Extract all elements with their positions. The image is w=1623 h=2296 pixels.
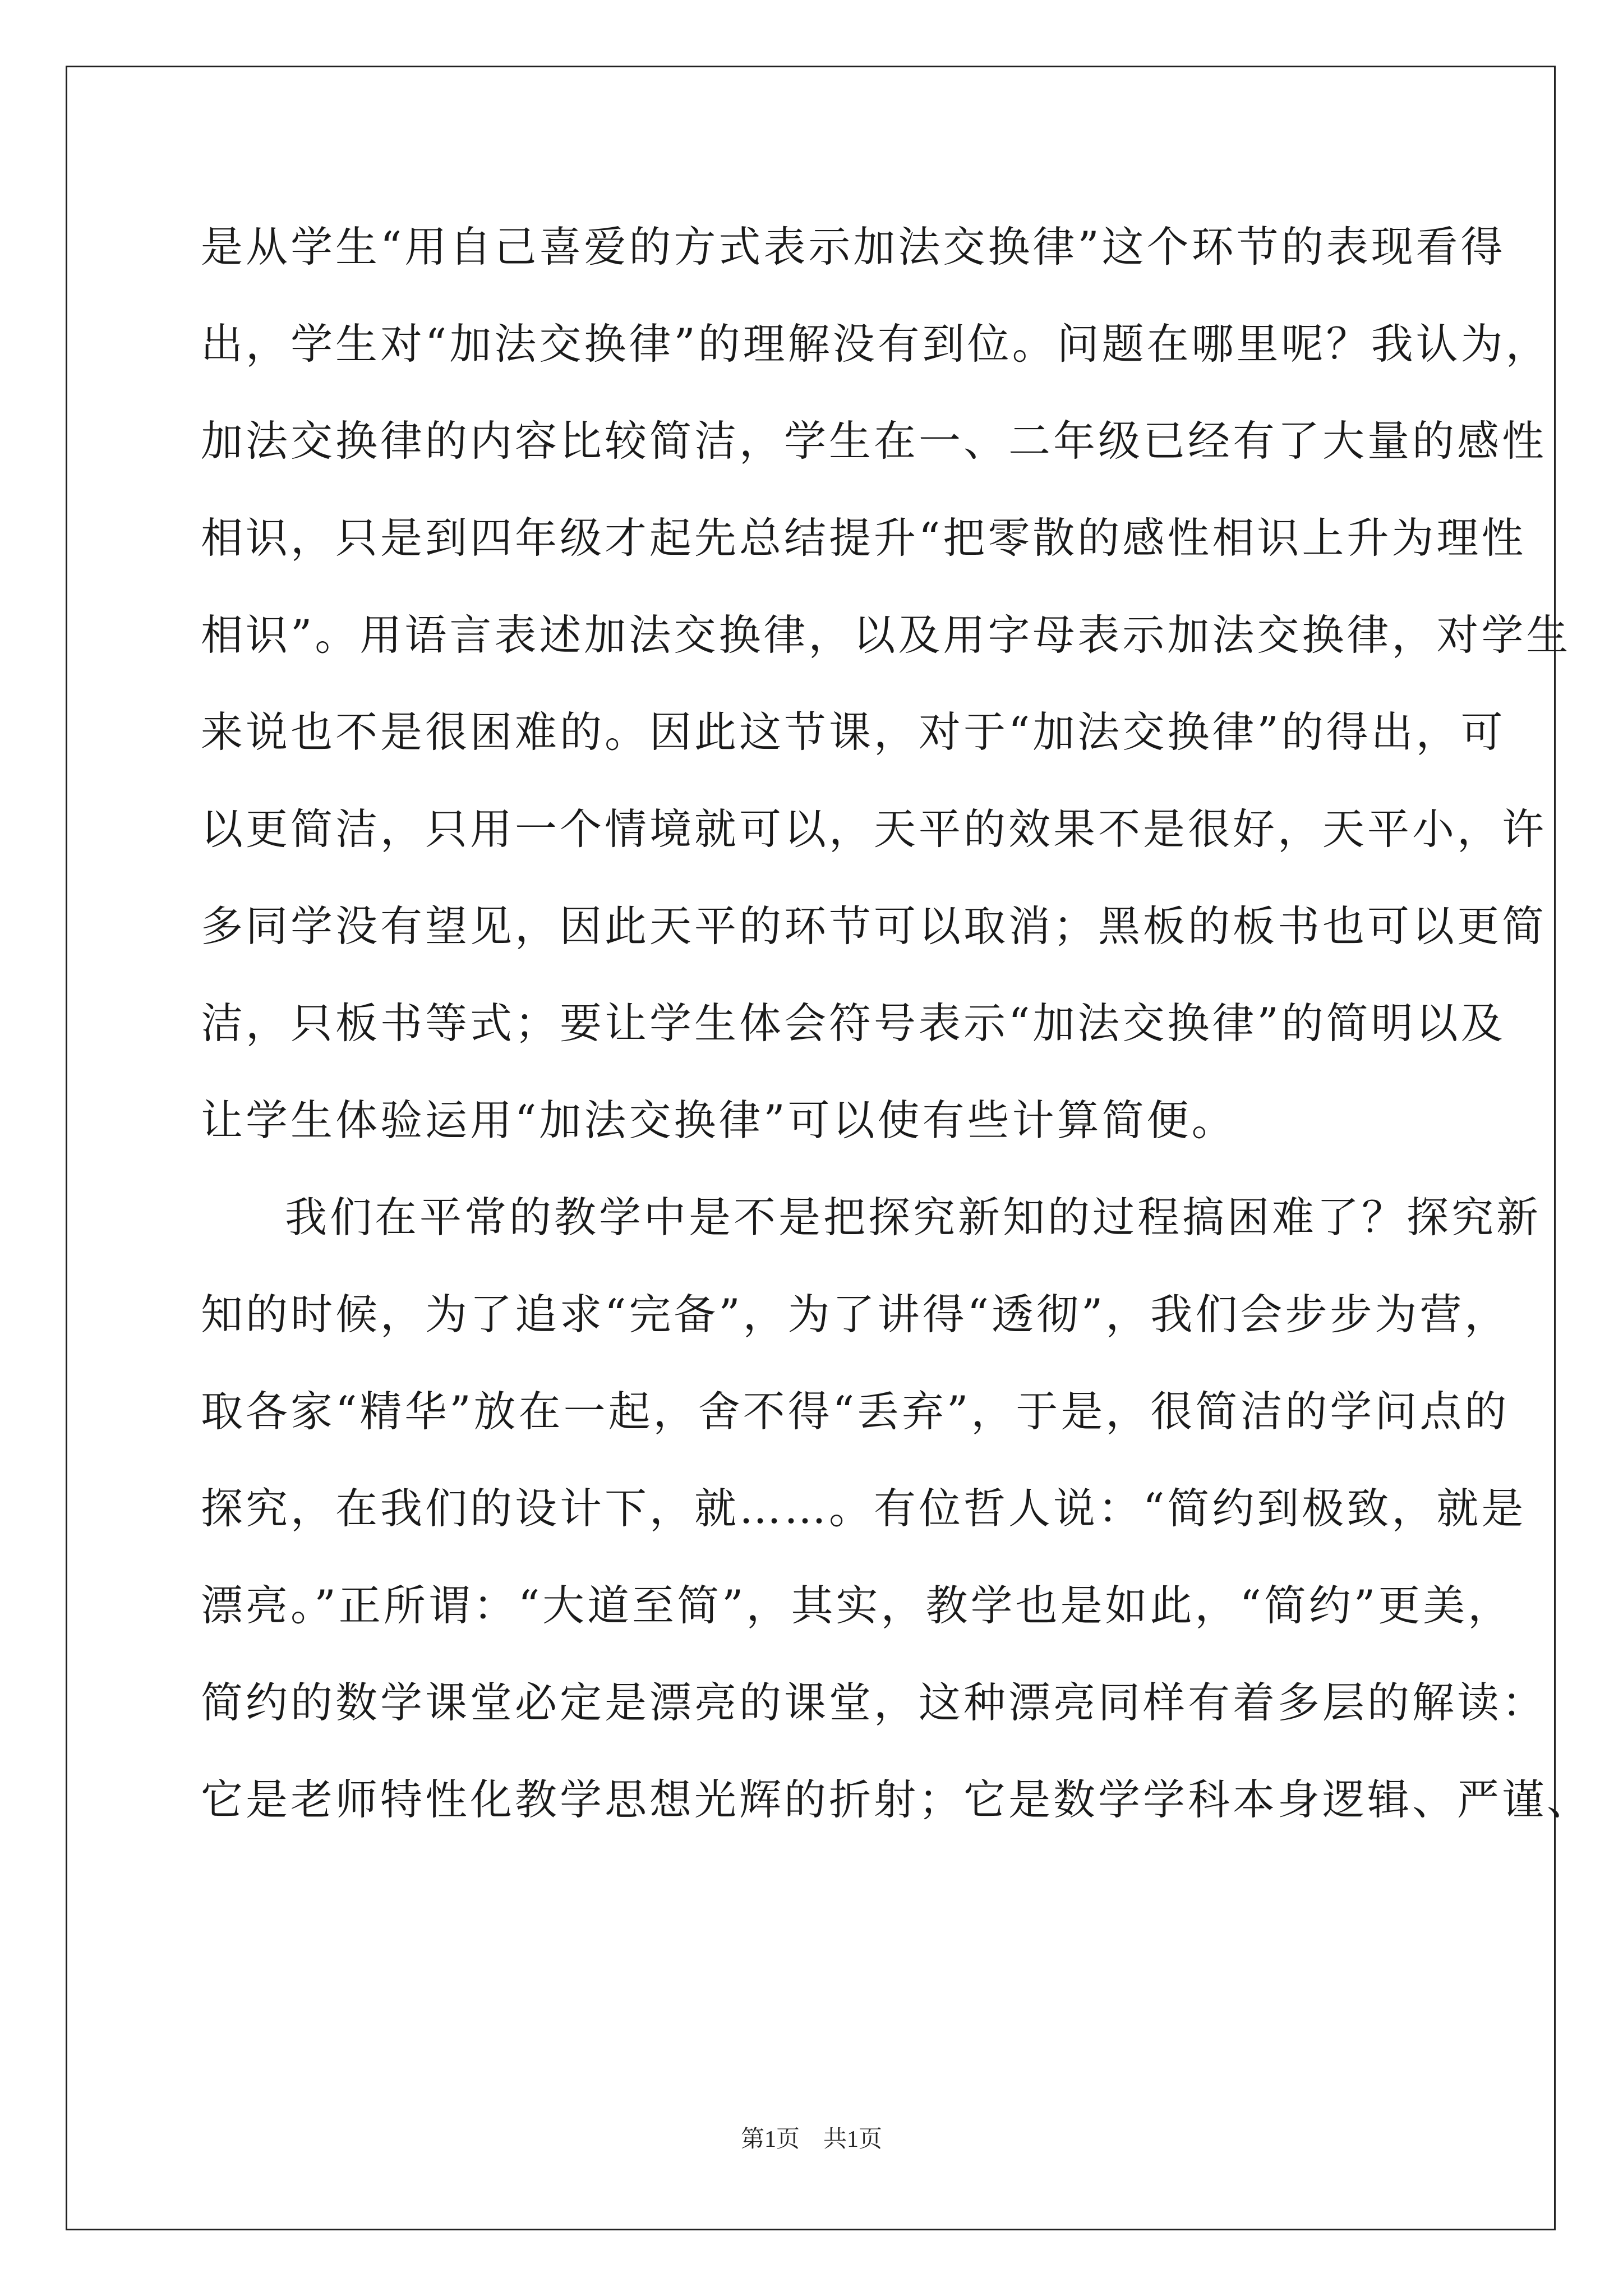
text-line: 加法交换律的内容比较简洁，学生在一、二年级已经有了大量的感性: [201, 416, 1547, 466]
page-border: [66, 66, 1556, 2230]
text-line: 是从学生“用自己喜爱的方式表示加法交换律”这个环节的表现看得: [201, 222, 1506, 272]
text-line: 来说也不是很困难的。因此这节课，对于“加法交换律”的得出，可: [201, 707, 1506, 757]
text-line: 简约的数学课堂必定是漂亮的课堂，这种漂亮同样有着多层的解读：: [201, 1678, 1547, 1727]
text-line: 我们在平常的教学中是不是把探究新知的过程搞困难了？探究新: [285, 1193, 1542, 1242]
text-line: 探究，在我们的设计下，就……。有位哲人说：“简约到极致，就是: [201, 1484, 1527, 1533]
text-line: 知的时候，为了追求“完备”，为了讲得“透彻”，我们会步步为营，: [201, 1290, 1510, 1339]
text-line: 它是老师特性化教学思想光辉的折射；它是数学学科本身逻辑、严谨、: [201, 1775, 1592, 1824]
text-line: 漂亮。”正所谓：“大道至简”，其实，教学也是如此，“简约”更美，: [201, 1581, 1513, 1630]
text-line: 洁，只板书等式；要让学生体会符号表示“加法交换律”的简明以及: [201, 999, 1506, 1048]
text-line: 以更简洁，只用一个情境就可以，天平的效果不是很好，天平小，许: [201, 804, 1547, 854]
text-line: 让学生体验运用“加法交换律”可以使有些计算简便。: [201, 1096, 1237, 1145]
text-line: 相识”。用语言表述加法交换律，以及用字母表示加法交换律，对学生: [201, 610, 1571, 660]
text-line: 相识，只是到四年级才起先总结提升“把零散的感性相识上升为理性: [201, 513, 1527, 563]
page-number-footer: 第1页 共1页: [740, 2127, 882, 2152]
text-line: 取各家“精华”放在一起，舍不得“丢弃”，于是，很简洁的学问点的: [201, 1387, 1510, 1436]
text-line: 出，学生对“加法交换律”的理解没有到位。问题在哪里呢？我认为，: [201, 319, 1551, 369]
text-line: 多同学没有望见，因此天平的环节可以取消；黑板的板书也可以更简: [201, 901, 1547, 951]
